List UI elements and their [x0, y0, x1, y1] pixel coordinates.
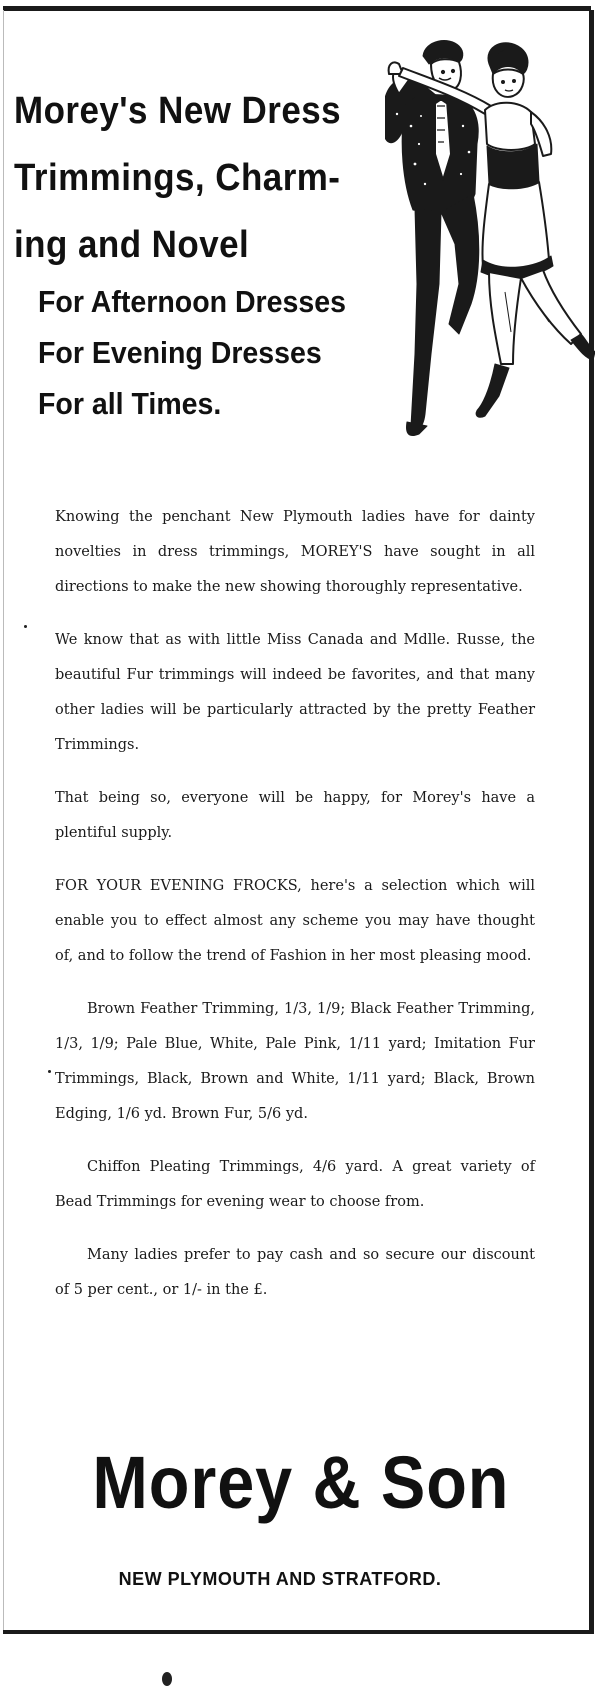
paragraph-evening-frocks: FOR YOUR EVENING FROCKS, here's a selection which will enable you to effect almost any scheme you may have thought of, and to follow the trend of Fashion in her most pleasing mood.: [55, 878, 535, 964]
advert-frame-left-rule: [3, 10, 4, 1630]
headline-line-3: ing and Novel: [14, 224, 250, 266]
store-signature: Morey & Son: [92, 1441, 510, 1524]
paragraph-price-list: Brown Feather Trimming, 1/3, 1/9; Black Feather Trimming, 1/3, 1/9; Pale Blue, White, Pale Pink, 1/11 yard; Imitation Fur Trimmings, Black, Brown and White, 1/11 yard; Black, Brown Edging, 1/6 yd. Brown Fur, 5/6 yd.: [55, 1001, 535, 1122]
paragraph-chiffon: Chiffon Pleating Trimmings, 4/6 yard. A great variety of Bead Trimmings for evening wear to choose from.: [55, 1159, 535, 1210]
headline-line-2: Trimmings, Charm-: [14, 157, 341, 199]
headline-line-1: Morey's New Dress: [14, 90, 342, 132]
dancing-couple-illustration: [385, 34, 595, 474]
print-speck: [48, 1070, 51, 1073]
print-speck: [24, 625, 27, 628]
subheading-all-times: For all Times.: [38, 386, 222, 421]
store-location: NEW PLYMOUTH AND STRATFORD.: [118, 1569, 442, 1589]
subheading-afternoon: For Afternoon Dresses: [38, 284, 346, 319]
paragraph-cash-discount: Many ladies prefer to pay cash and so secure our discount of 5 per cent., or 1/- in the £.: [55, 1247, 535, 1298]
paragraph-intro: Knowing the penchant New Plymouth ladies have for dainty novelties in dress trimmings, MOREY'S have sought in all directions to make the new showing thoroughly representative.: [55, 509, 535, 595]
print-blot: [162, 1672, 172, 1686]
advert-body: [55, 500, 535, 1326]
subheading-evening: For Evening Dresses: [38, 335, 322, 370]
paragraph-fur-feather: We know that as with little Miss Canada and Mdlle. Russe, the beautiful Fur trimmings will indeed be favorites, and that many other ladies will be particularly attracted by the pretty Feather Trimmings.: [55, 632, 535, 753]
headline: [14, 78, 341, 279]
subheadings: [38, 276, 346, 429]
paragraph-supply: That being so, everyone will be happy, for Morey's have a plentiful supply.: [55, 790, 535, 841]
